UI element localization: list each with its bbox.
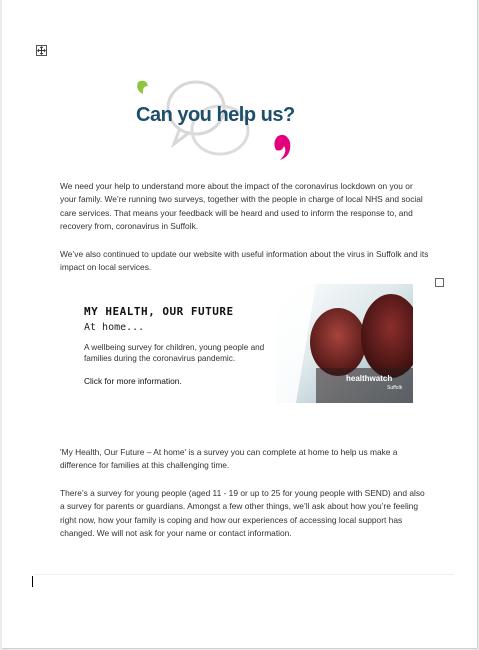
survey-paragraph: 'My Health, Our Future – At home' is a survey you can complete at home to help us make a difference for families at this challenging time.: [60, 447, 398, 471]
survey-banner-link[interactable]: [74, 284, 413, 403]
banner-title: MY HEALTH, OUR FUTURE: [84, 305, 234, 318]
text-cursor: [32, 576, 33, 587]
header-image: [130, 76, 300, 164]
intro-paragraph: We need your help to understand more about the impact of the coronavirus lockdown on you or your family. We’re running two surveys, together with the people in charge of local NHS and social care services. That means your feedback will be heard and used to inform the response to, and recovery from, coronavirus in Suffolk.: [60, 181, 423, 231]
image-resize-handle-icon[interactable]: [435, 278, 444, 287]
details-paragraph: There’s a survey for young people (aged 11 - 19 or up to 25 for young people with SEND) and also a survey for parents or guardians. Amongst a few other things, we’ll ask about how you’re feeling right now, how your family is coping and how our experiences of accessing local support has changed. We will not ask for your name or contact information.: [60, 488, 425, 538]
footer-separator: [34, 574, 454, 575]
table-move-handle-icon[interactable]: [36, 45, 47, 56]
banner-cta: Click for more information.: [84, 376, 182, 386]
healthwatch-logo: healthwatch: [346, 374, 393, 383]
document-page: [2, 0, 478, 649]
healthwatch-logo-sub: Suffolk: [387, 385, 403, 391]
page-title: Can you help us?: [136, 104, 295, 126]
banner-description: A wellbeing survey for children, young people and families during the coronavirus pandemic.: [84, 343, 265, 363]
website-paragraph: We’ve also continued to update our website with useful information about the virus in Suffolk and its impact on local services.: [60, 249, 429, 273]
banner-subtitle: At home...: [84, 322, 145, 333]
